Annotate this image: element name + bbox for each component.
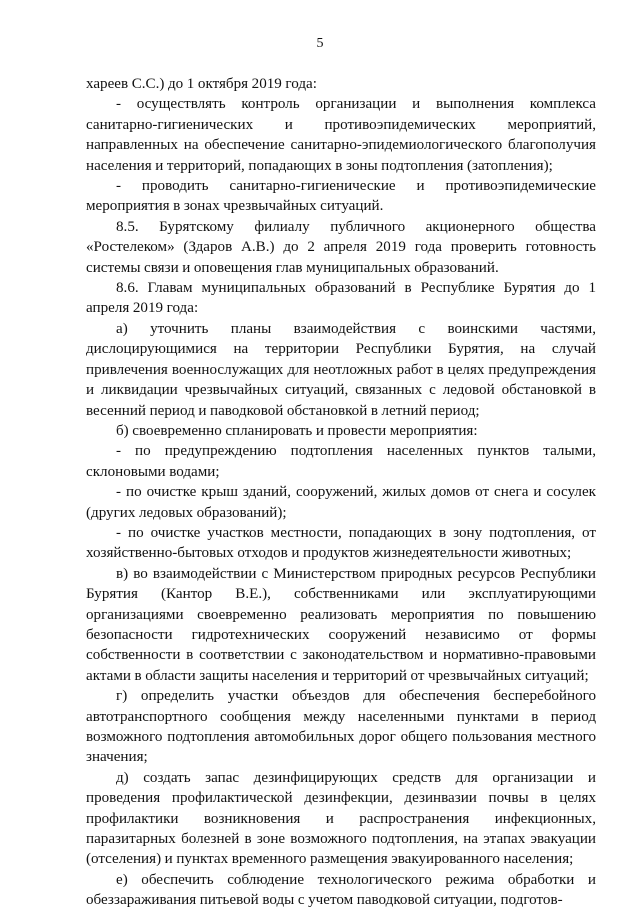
paragraph-8-5: 8.5. Бурятскому филиалу публичного акционерного общества «Ростелеком» (Здаров А.В.) до 2 апреля 2019 года проверить готовность системы связи и оповещения глав муниципальных образований. [86,218,596,276]
paragraph-item-g: г) определить участки объездов для обеспечения бесперебойного автотранспортного сообщения между населенными пунктами в период возможного подтопления автомобильных дорог общего пользования местного значения; [86,688,596,766]
page-number: 5 [316,36,324,51]
paragraph-item-v: в) во взаимодействии с Министерством природных ресурсов Республики Бурятия (Кантор В.Е.), собственниками или эксплуатирующими организациями своевременно реализовать мероприятия по повышению безопасности гидротехнических сооружений независимо от формы собственности в соответствии с законодательством и нормативно-правовыми актами в области защиты населения и территорий от чрезвычайных ситуаций; [86,565,596,684]
document-body [86,74,596,911]
paragraph-area-cleaning: - по очистке участков местности, попадающих в зону подтопления, от хозяйственно-бытовых отходов и продуктов жизнедеятельности животных; [86,524,596,562]
paragraph-item-b: б) своевременно спланировать и провести мероприятия: [116,422,478,439]
paragraph-sanitary-measures: - проводить санитарно-гигиенические и противоэпидемические мероприятия в зонах чрезвычайных ситуаций. [86,178,596,215]
paragraph-continuation: хареев С.С.) до 1 октября 2019 года: [86,76,317,92]
paragraph-sanitary-control: - осуществлять контроль организации и выполнения комплекса санитарно-гигиенических и противоэпидемических мероприятий, направленных на обеспечение санитарно-эпидемиологического благополучия населения и территорий, попадающих в зоны подтопления (затопления); [86,96,596,174]
paragraph-8-6: 8.6. Главам муниципальных образований в Республике Бурятия до 1 апреля 2019 года: [86,280,596,317]
paragraph-item-d: д) создать запас дезинфицирующих средств для организации и проведения профилактической дезинфекции, дезинвазии почвы в целях профилактики возникновения и распространения инфекционных, паразитарных болезней в зоне возможного подтопления, на этапах эвакуации (отселения) и пунктах временного размещения эвакуированного населения; [86,769,596,868]
paragraph-item-a: а) уточнить планы взаимодействия с воинскими частями, дислоцирующимися на территории Республики Бурятия, на случай привлечения военнослужащих для неотложных работ в целях предупреждения и ликвидации чрезвычайных ситуаций, связанных с ледовой обстановкой в весенний период и паводковой обстановкой в летний период; [86,320,596,419]
paragraph-flood-prevention: - по предупреждению подтопления населенных пунктов талыми, склоновыми водами; [86,443,596,480]
paragraph-item-e: е) обеспечить соблюдение технологического режима обработки и обеззараживания питьевой воды с учетом паводковой ситуации, подготов- [86,871,596,909]
paragraph-roof-cleaning: - по очистке крыш зданий, сооружений, жилых домов от снега и сосулек (других ледовых образований); [86,484,596,521]
